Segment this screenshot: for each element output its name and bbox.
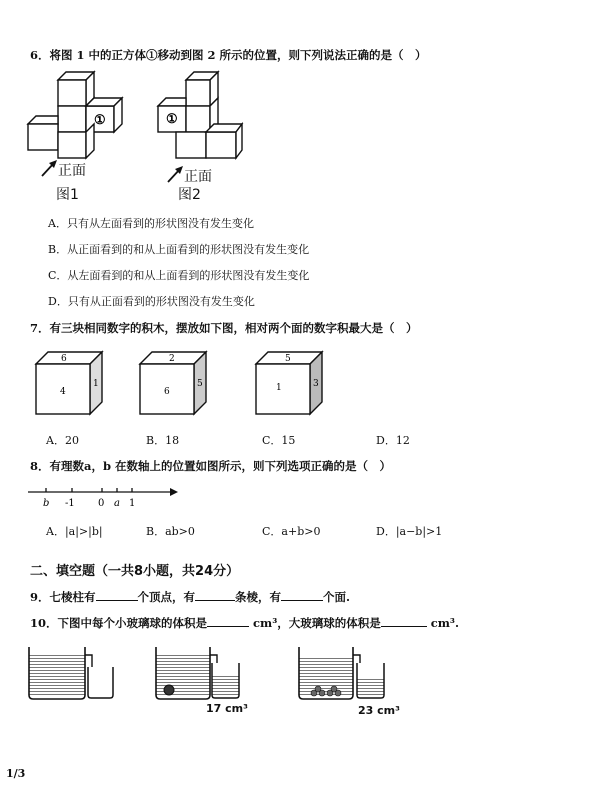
q10-volume-label-2: 23 cm³ [358, 704, 400, 717]
q7-cube-1-top: 6 [61, 354, 67, 364]
q9-part-3: 条棱，有 [235, 590, 282, 604]
q6-fig2-circle-one: ① [166, 112, 178, 127]
q7-cube-1 [36, 352, 106, 422]
q8-axis-label-1: 1 [129, 498, 136, 509]
q10-container-1 [28, 645, 128, 705]
q10-line [30, 615, 459, 631]
q8-option-a: A．|a|>|b| [46, 525, 103, 538]
q10-container-3 [298, 645, 398, 705]
q8-number-line [28, 482, 188, 512]
q8-option-b: B．ab>0 [146, 525, 195, 538]
q6-figure-2 [158, 72, 258, 172]
q8-axis-label-neg1: -1 [65, 498, 75, 509]
q7-cube-2-side: 5 [197, 379, 203, 389]
q6-fig1-front-label: 正面 [58, 163, 86, 179]
q7-stem: 7．有三块相同数字的积木，摆放如下图，相对两个面的数字积最大是（ ） [30, 321, 418, 335]
q7-cube-2 [140, 352, 210, 422]
q7-cube-2-front: 6 [164, 387, 170, 397]
q8-axis-label-a: a [114, 498, 120, 509]
q10-part-1: 10．下图中每个小玻璃球的体积是 [30, 616, 208, 630]
q6-figure-1 [28, 70, 128, 170]
q6-fig1-caption: 图1 [56, 187, 79, 203]
q8-option-c: C．a+b>0 [262, 525, 321, 538]
q6-fig1-circle-one: ① [94, 113, 106, 128]
q7-option-c: C．15 [262, 434, 296, 447]
q9-part-2: 个顶点，有 [137, 590, 196, 604]
q7-option-b: B．18 [146, 434, 180, 447]
q7-option-d: D．12 [376, 434, 410, 447]
q10-part-3: cm³. [430, 616, 459, 630]
q10-blank-large-ball[interactable] [381, 616, 427, 627]
q6-fig1-arrow-icon [40, 158, 60, 178]
q8-axis-label-b: b [43, 498, 50, 509]
q7-cube-1-front: 4 [60, 387, 66, 397]
q7-cube-3-side: 3 [313, 379, 319, 389]
q6-fig2-caption: 图2 [178, 187, 201, 203]
q6-option-a: A．只有从左面看到的形状图没有发生变化 [48, 217, 254, 230]
section-2-title: 二、填空题（一共8小题，共24分） [30, 564, 240, 579]
q6-fig2-arrow-icon [166, 164, 186, 184]
q8-option-d: D．|a−b|>1 [376, 525, 443, 538]
q9-part-4: 个面. [323, 590, 351, 604]
q6-option-d: D．只有从正面看到的形状图没有发生变化 [48, 295, 255, 308]
page-number: 1/3 [6, 767, 26, 780]
q7-cube-1-side: 1 [93, 379, 99, 389]
q9-blank-faces[interactable] [281, 590, 323, 601]
q9-part-1: 9．七棱柱有 [30, 590, 96, 604]
q10-part-2: cm³，大玻璃球的体积是 [253, 616, 381, 630]
q10-container-2 [155, 645, 255, 705]
q7-option-a: A．20 [46, 434, 79, 447]
q7-cube-3 [256, 352, 326, 422]
q10-blank-small-ball[interactable] [207, 616, 249, 627]
q6-option-b: B．从正面看到的和从上面看到的形状图没有发生变化 [48, 243, 310, 256]
q7-cube-3-top: 5 [285, 354, 291, 364]
q8-axis-label-0: 0 [98, 498, 105, 509]
q7-cube-2-top: 2 [169, 354, 175, 364]
q8-stem: 8．有理数a，b 在数轴上的位置如图所示，则下列选项正确的是（ ） [30, 459, 391, 473]
q7-cube-3-front: 1 [276, 383, 282, 393]
q6-option-c: C．从左面看到的和从上面看到的形状图没有发生变化 [48, 269, 310, 282]
q9-blank-edges[interactable] [195, 590, 235, 601]
q9-line [30, 589, 350, 605]
q6-stem: 6．将图 1 中的正方体①移动到图 2 所示的位置，则下列说法正确的是（ ） [30, 48, 427, 62]
q6-fig2-front-label: 正面 [184, 169, 212, 185]
q9-blank-vertices[interactable] [96, 590, 138, 601]
q10-volume-label-1: 17 cm³ [206, 702, 248, 715]
